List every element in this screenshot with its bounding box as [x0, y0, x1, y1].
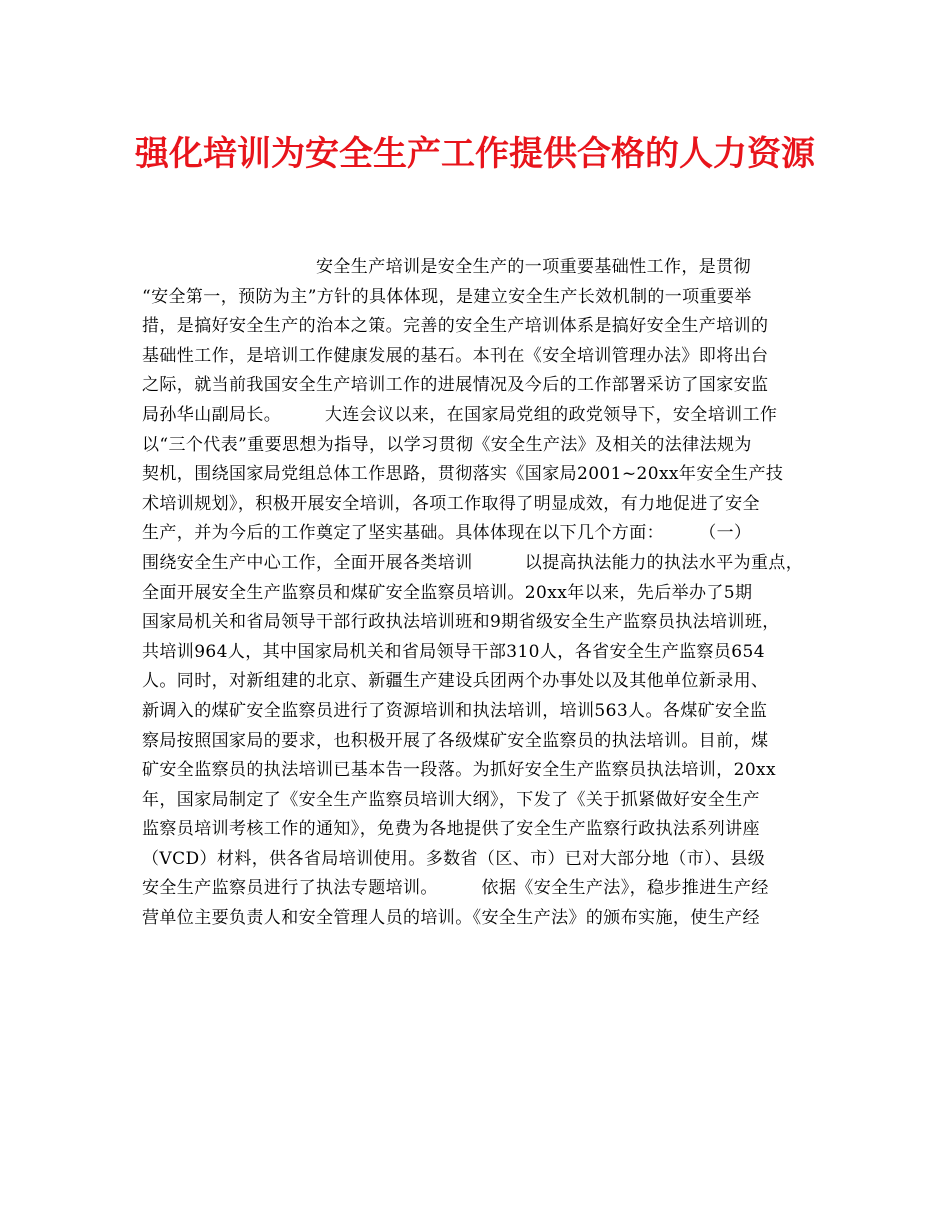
body-line: 矿安全监察员的执法培训已基本告一段落。为抓好安全生产监察员执法培训，20xx — [142, 760, 777, 781]
body-line: 共培训964人，其中国家局机关和省局领导干部310人，各省安全生产监察员654 — [142, 641, 765, 662]
body-line: “安全第一，预防为主”方针的具体体现，是建立安全生产长效机制的一项重要举 — [142, 286, 752, 307]
body-line: 监察员培训考核工作的通知》，免费为各地提供了安全生产监察行政执法系列讲座 — [142, 819, 760, 840]
body-line: 营单位主要负责人和安全管理人员的培训。《安全生产法》的颁布实施，使生产经 — [142, 908, 760, 929]
body-line: 察局按照国家局的要求，也积极开展了各级煤矿安全监察员的执法培训。目前，煤 — [142, 730, 769, 751]
body-line: （VCD）材料，供各省局培训使用。多数省（区、市）已对大部分地（市）、县级 — [142, 848, 766, 869]
body-line: 契机，围绕国家局党组总体工作思路，贯彻落实《国家局2001~20xx年安全生产技 — [142, 464, 784, 485]
document-body — [142, 253, 822, 934]
body-line: 局孙华山副局长。 大连会议以来，在国家局党组的政党领导下，安全培训工作 — [142, 404, 778, 425]
body-line: 人。同时，对新组建的北京、新疆生产建设兵团两个办事处以及其他单位新录用、 — [142, 671, 769, 692]
body-line: 之际，就当前我国安全生产培训工作的进展情况及今后的工作部署采访了国家安监 — [142, 375, 769, 396]
body-line: 年，国家局制定了《安全生产监察员培训大纲》，下发了《关于抓紧做好安全生产 — [142, 789, 760, 810]
body-line: 全面开展安全生产监察员和煤矿安全监察员培训。20xx年以来，先后举办了5期 — [142, 582, 753, 603]
body-line: 围绕安全生产中心工作，全面开展各类培训 以提高执法能力的执法水平为重点， — [142, 552, 804, 573]
document-title: 强化培训为安全生产工作提供合格的人力资源 — [135, 134, 815, 174]
body-line: 安全生产培训是安全生产的一项重要基础性工作，是贯彻 — [142, 257, 751, 277]
body-line: 术培训规划》，积极开展安全培训，各项工作取得了明显成效，有力地促进了安全 — [142, 493, 760, 514]
body-line: 安全生产监察员进行了执法专题培训。 依据《安全生产法》，稳步推进生产经 — [142, 878, 769, 899]
body-line: 生产，并为今后的工作奠定了坚实基础。具体体现在以下几个方面： （一） — [142, 523, 752, 544]
body-line: 新调入的煤矿安全监察员进行了资源培训和执法培训，培训563人。各煤矿安全监 — [142, 700, 768, 721]
body-line: 国家局机关和省局领导干部行政执法培训班和9期省级安全生产监察员执法培训班， — [142, 612, 780, 633]
body-line: 基础性工作，是培训工作健康发展的基石。本刊在《安全培训管理办法》即将出台 — [142, 345, 769, 366]
body-line: 以“三个代表”重要思想为指导，以学习贯彻《安全生产法》及相关的法律法规为 — [142, 434, 752, 455]
body-line: 措，是搞好安全生产的治本之策。完善的安全生产培训体系是搞好安全生产培训的 — [142, 316, 769, 337]
